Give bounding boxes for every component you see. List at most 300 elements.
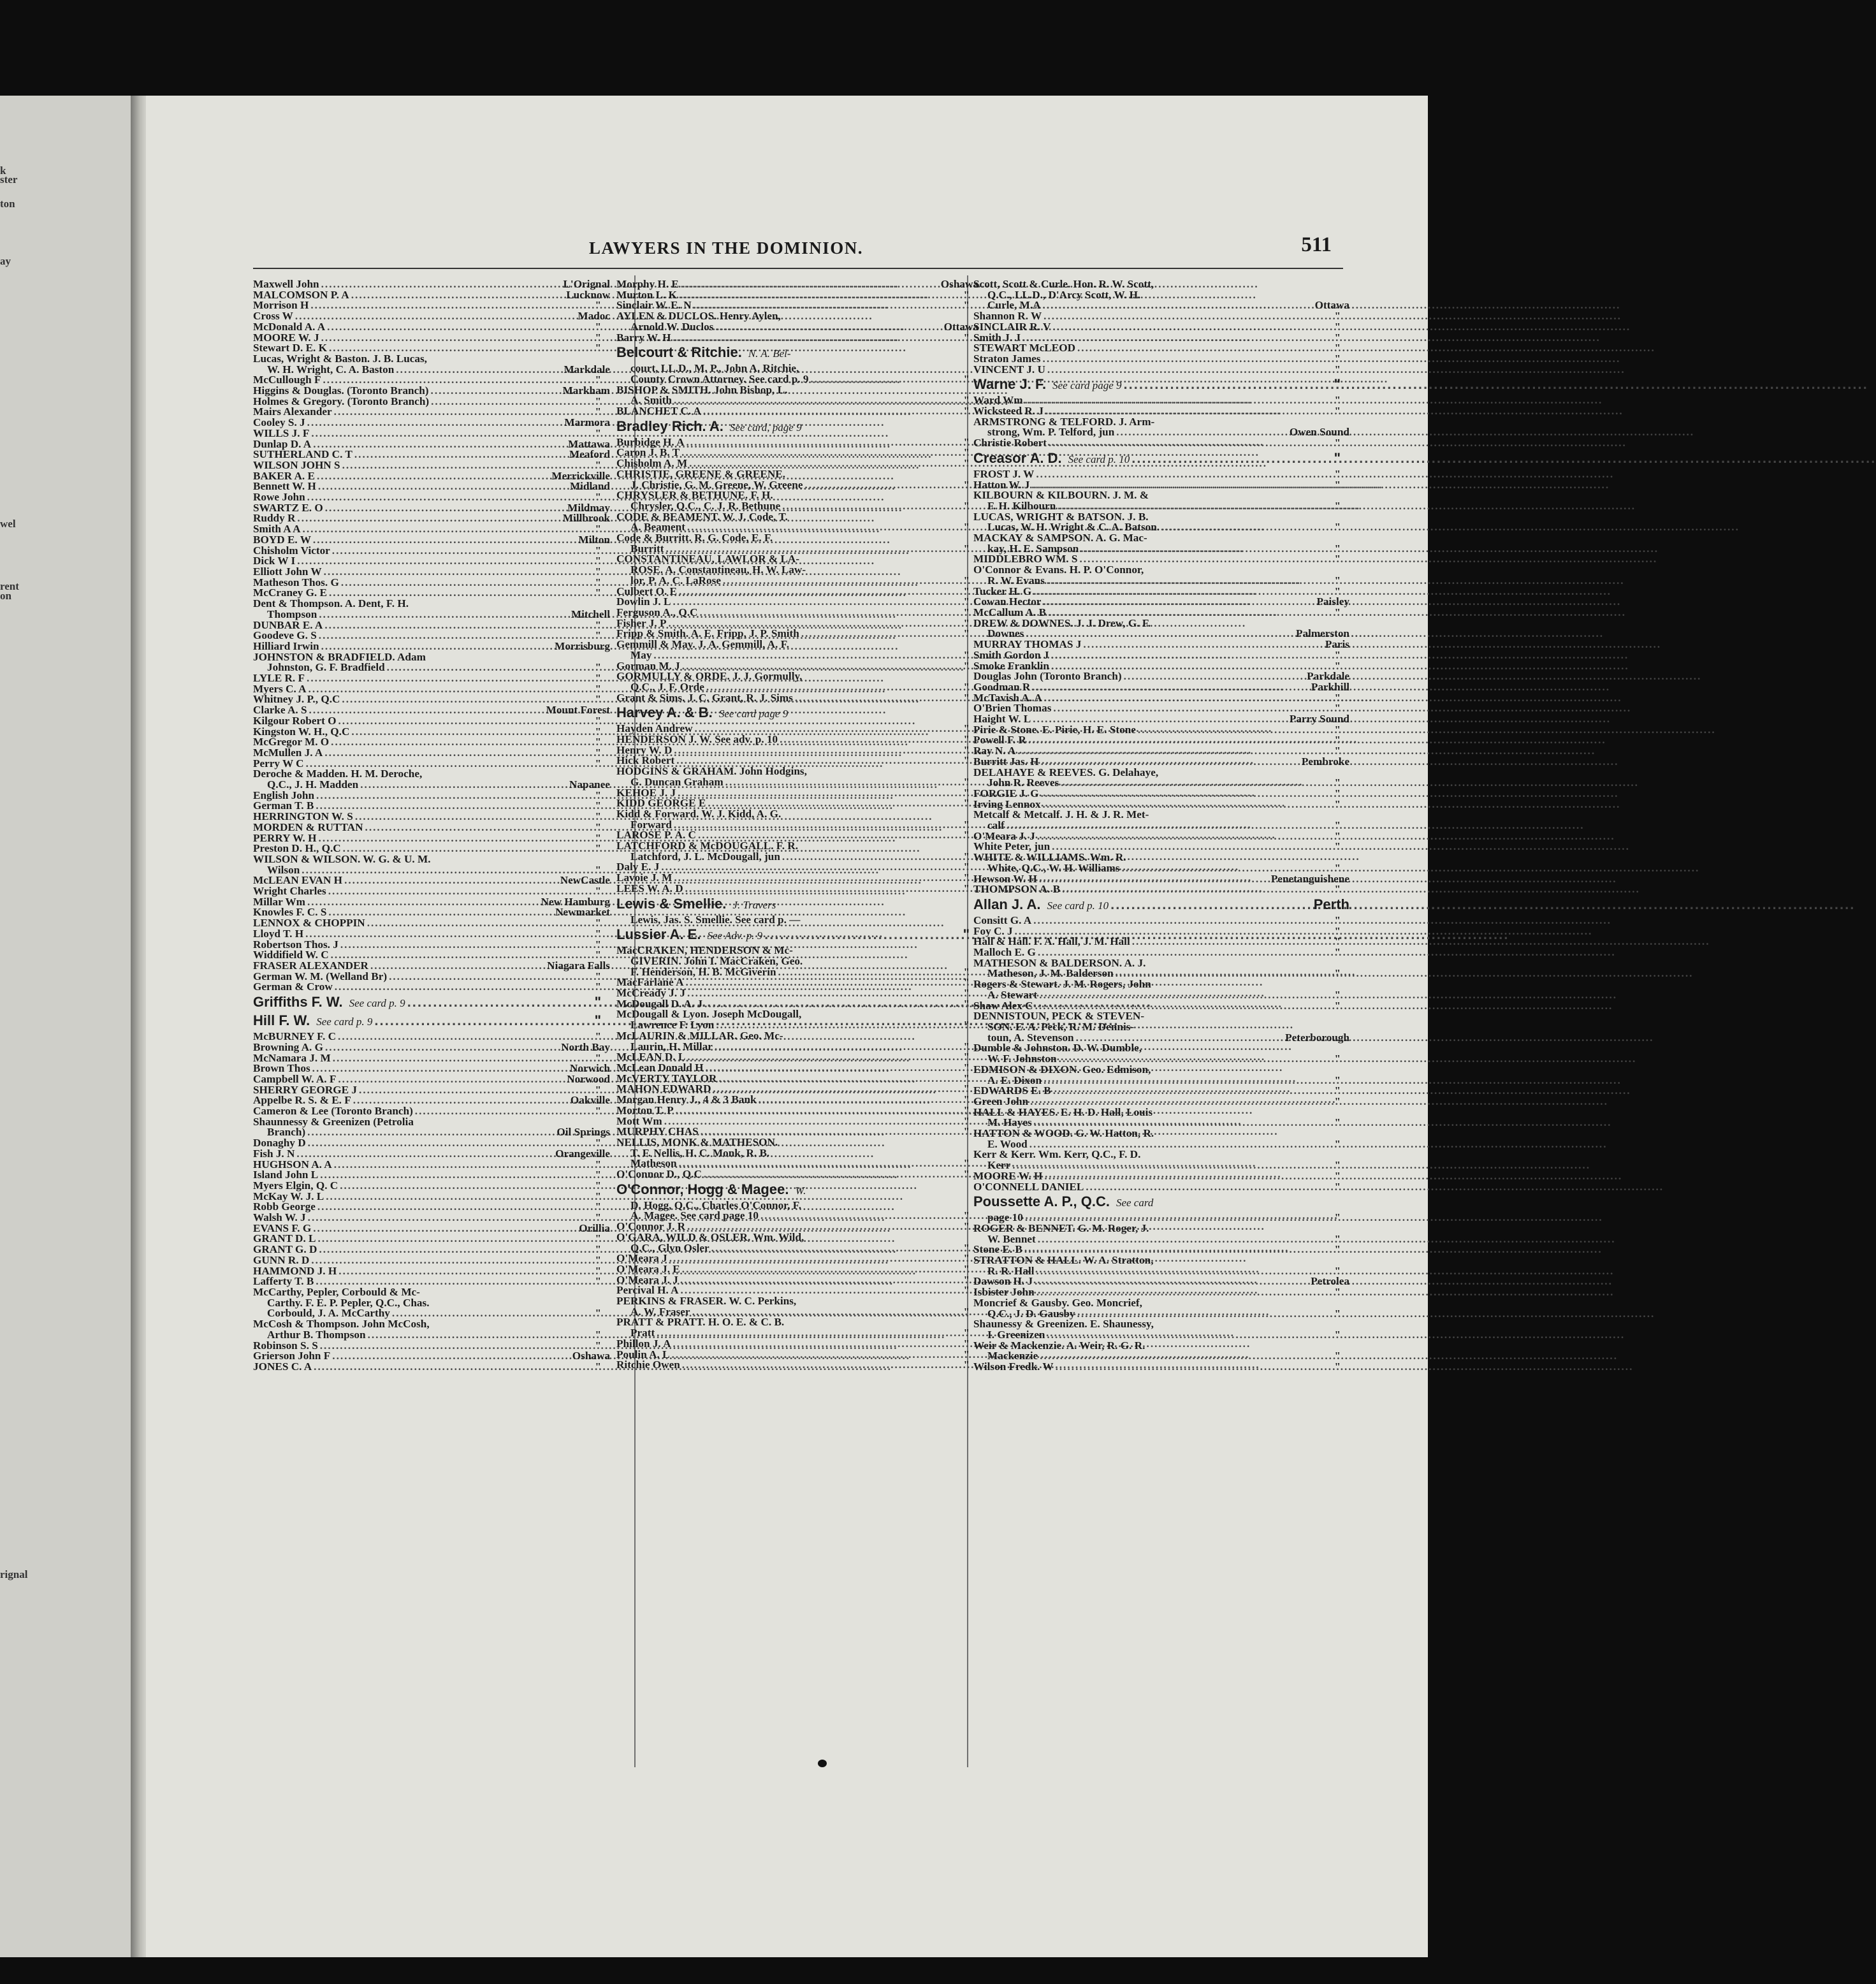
entry-name: Straton James (973, 352, 1041, 365)
entry-place: " (595, 799, 601, 812)
entry-name: F. Henderson, H. B. McGiverin (630, 965, 776, 978)
entry-name: J. Christie, G. M. Greene, W. Greene (630, 478, 803, 491)
directory-entry (253, 1330, 610, 1341)
entry-name: Shaw Alex C (973, 999, 1033, 1012)
entry-place: " (595, 1253, 601, 1266)
entry-name: T. F. Nellis, H. C. Monk, R. B. (630, 1146, 770, 1159)
entry-name: A. Magee. See card page 10 (630, 1209, 759, 1222)
entry-note: See Adv. p. 9 (707, 930, 763, 942)
entry-place: " (595, 810, 601, 823)
entry-place: " (595, 587, 601, 599)
entry-name: Kerr & Kerr. Wm. Kerr, Q.C., F. D. (973, 1148, 1141, 1161)
entry-name: CODE & BEAMENT. W. J. Code, T. (616, 510, 788, 523)
entry-name: Shaunessy & Greenizen. E. Shaunessy, (973, 1318, 1154, 1331)
entry-name: MacFarlane A (616, 976, 684, 989)
entry-place: " (595, 885, 601, 898)
entry-name: Q.C., Glyn Osler (630, 1241, 709, 1254)
entry-name: McCosh & Thompson. John McCosh, (253, 1318, 430, 1331)
entry-place: " (963, 786, 970, 799)
entry-name: McLEAN EVAN H (253, 874, 343, 887)
entry-place: Parkdale (1307, 670, 1349, 683)
entry-place: " (1334, 1232, 1341, 1245)
entry-name: Chisholm A. M (616, 457, 688, 470)
entry-place: " (963, 754, 970, 767)
entry-place: " (595, 1179, 601, 1192)
leader-dots (1047, 365, 1333, 376)
entry-name: Metcalf & Metcalf. J. H. & J. R. Met- (973, 808, 1149, 821)
entry-name: CHRYSLER & BETHUNE. F. H. (616, 489, 773, 502)
entry-name: Whitney J. P., Q.C (253, 693, 340, 706)
entry-place: " (963, 457, 970, 470)
entry-place: Madoc (578, 310, 610, 323)
entry-place: " (1334, 798, 1341, 810)
entry-place: " (963, 818, 970, 831)
entry-name: Clarke A. S (253, 704, 307, 717)
entry-note: See card page 9 (1052, 379, 1122, 392)
entry-place: " (963, 1093, 970, 1106)
directory-entry (253, 322, 610, 333)
entry-name: R. R. Hall (987, 1264, 1035, 1277)
entry-name: Ray N. A (973, 745, 1016, 757)
entry-place: " (963, 1061, 970, 1074)
leader-dots (415, 1106, 593, 1117)
entry-name: Gorman M. J (616, 659, 680, 672)
entry-place: " (1334, 1286, 1341, 1299)
leader-dots (335, 982, 593, 993)
entry-place: Paris (1325, 638, 1349, 651)
entry-place: " (595, 544, 601, 557)
directory-entry (973, 650, 1349, 661)
entry-name: STEWART McLEOD (973, 342, 1075, 354)
entry-place: " (595, 1243, 601, 1256)
entry-place: " (1334, 723, 1341, 736)
entry-name: Ward Wm (973, 394, 1023, 407)
entry-name: WILSON & WILSON. W. G. & U. M. (253, 852, 431, 865)
directory-entry (616, 1360, 978, 1371)
facing-page-fragment: rent (0, 580, 19, 592)
entry-place: " (963, 1125, 970, 1138)
entry-name: Latchford, J. L. McDougall, jun (630, 850, 780, 863)
entry-name: Irving Lennox (973, 798, 1041, 810)
entry-place: " (963, 1305, 970, 1318)
entry-place: L'Orignal (563, 278, 610, 290)
entry-note: See card p. 10 (1068, 453, 1130, 465)
entry-place: " (595, 746, 601, 759)
entry-name: Kidd & Forward. W. J. Kidd, A. G. (616, 807, 782, 820)
entry-place: " (963, 331, 970, 344)
entry-place: " (1334, 924, 1341, 937)
entry-name: McTavish A. A (973, 691, 1042, 704)
entry-place: " (594, 994, 601, 1010)
entry-place: " (1334, 829, 1341, 842)
entry-name: German & Crow (253, 981, 333, 993)
entry-place: " (595, 555, 601, 567)
entry-note: See card, page 9 (729, 421, 802, 434)
entry-name: BOYD E. W (253, 533, 311, 546)
entry-name: E. Wood (987, 1137, 1028, 1150)
entry-place: Parkhill (1311, 680, 1349, 693)
entry-name: F. H. Kilbourn (987, 499, 1056, 512)
entry-name: Walsh W. J (253, 1211, 306, 1224)
entry-place: Mount Forest (546, 704, 610, 717)
entry-name: McCallum A. B (973, 606, 1047, 618)
entry-name: JOHNSTON & BRADFIELD. Adam (253, 650, 426, 663)
entry-place: " (595, 842, 601, 855)
entry-name: Dowlin J. L (616, 595, 671, 608)
entry-place: " (1334, 310, 1341, 323)
entry-name: MacCRAKEN, HENDERSON & Mc- (616, 944, 793, 957)
entry-place: Pembroke (1301, 755, 1349, 768)
entry-name: A. Smith (630, 394, 672, 407)
entry-place: " (963, 478, 970, 491)
entry-name: Smith Gordon J (973, 648, 1049, 661)
entry-name: John R. Reeves (987, 777, 1059, 789)
entry-place: " (963, 987, 970, 1000)
entry-place: " (963, 1337, 970, 1350)
entry-name: Q.C., LL.D., D'Arcy Scott, W. H. (987, 288, 1141, 301)
entry-place: " (1334, 777, 1341, 789)
entry-name: Campbell W. A. F (253, 1072, 337, 1085)
entry-name: DENNISTOUN, PECK & STEVEN- (973, 1010, 1145, 1023)
entry-place: Niagara Falls (547, 959, 610, 972)
entry-place: " (963, 1051, 970, 1063)
entry-name: Fripp & Smith. A. E. Fripp, J. P. Smith (616, 627, 799, 640)
entry-place: " (595, 320, 601, 333)
entry-name: MIDDLEBRO WM. S (973, 553, 1078, 565)
page-header (146, 233, 1332, 264)
leader-dots (653, 650, 961, 661)
entry-name: Griffiths F. W. (253, 994, 343, 1010)
directory-entry (616, 322, 978, 333)
entry-place: " (1334, 478, 1341, 491)
entry-place: " (595, 405, 601, 418)
entry-name: Grierson John F (253, 1350, 331, 1362)
entry-name: Hatton W. J (973, 478, 1030, 491)
entry-name: Creasor A. D. (973, 449, 1062, 466)
entry-place: " (1334, 1084, 1341, 1097)
entry-name: Deroche & Madden. H. M. Deroche, (253, 768, 423, 780)
entry-name: O'Meara J. J (616, 1273, 678, 1286)
entry-note: N. A. Bel- (748, 347, 791, 360)
entry-name: G. Duncan Graham (630, 775, 723, 788)
entry-place: " (963, 1327, 970, 1339)
entry-place: " (963, 1273, 970, 1286)
facing-page-fragment: k (0, 164, 6, 177)
entry-place: Norwich (569, 1062, 610, 1075)
entry-place: " (963, 574, 970, 587)
entry-name: MOORE W. J (253, 331, 319, 344)
directory-entry (616, 705, 978, 722)
leader-dots (368, 1330, 593, 1341)
entry-name: O'Connor & Evans. H. P. O'Connor, (973, 564, 1144, 576)
entry-place: " (595, 714, 601, 727)
entry-name: DUNBAR E. A (253, 618, 323, 631)
entry-place: " (595, 661, 601, 674)
entry-name: Lussier A. E. (616, 926, 701, 943)
entry-name: Q.C., J. H. Madden (267, 778, 359, 791)
entry-place: " (963, 1040, 970, 1053)
leader-dots (810, 374, 961, 385)
entry-place: " (1334, 1211, 1341, 1224)
entry-name: Q.C., J. F. Orde (630, 680, 704, 693)
entry-place: Penetanguishene (1270, 872, 1349, 885)
entry-name: AYLEN & DUCLOS. Henry Aylen, (616, 310, 781, 323)
entry-place: " (963, 405, 970, 418)
entry-place: " (1334, 935, 1341, 948)
entry-name: Dick W I (253, 555, 296, 567)
directory-entry (616, 927, 978, 944)
entry-name: Matheson (630, 1157, 677, 1170)
entry-place: North Bay (561, 1040, 610, 1053)
entry-place: " (963, 733, 970, 746)
entry-place: " (594, 1012, 601, 1029)
leader-dots (1051, 650, 1332, 661)
entry-name: GRANT D. L (253, 1232, 316, 1245)
entry-name: Ferguson A., Q.C (616, 606, 698, 618)
directory-entry (253, 609, 610, 620)
entry-name: Murton L. K (616, 288, 678, 301)
entry-name: Morphy H. E (616, 278, 679, 290)
entry-name: Fish J. N (253, 1147, 295, 1160)
entry-name: GRANT G. D (253, 1243, 317, 1256)
directory-entry (973, 438, 1349, 449)
entry-name: Lucas, W. H. Wright & C. A. Batson. (987, 521, 1160, 534)
entry-place: " (963, 1168, 970, 1181)
entry-place: " (595, 736, 601, 748)
entry-name: Grant & Sims. J. C. Grant, R. J. Sims (616, 691, 793, 704)
entry-place: " (1334, 1328, 1341, 1341)
entry-place: Oshawa (572, 1350, 610, 1362)
entry-name: HENDERSON J. W. See adv. p. 10 (616, 733, 778, 746)
entry-name: Morrison H (253, 299, 309, 312)
entry-name: Hilliard Irwin (253, 639, 319, 652)
entry-name: Mott Wm (616, 1114, 662, 1127)
entry-name: DREW & DOWNES. J. J. Drew, G. F. (973, 616, 1151, 629)
entry-place: " (963, 1220, 970, 1233)
entry-name: Myers Elgin, Q. C (253, 1179, 338, 1192)
entry-name: Pirie & Stone. E. Pirie, H. E. Stone (973, 723, 1136, 736)
entry-place: " (595, 458, 601, 471)
entry-place: " (1334, 883, 1341, 896)
entry-name: Percival H. A (616, 1284, 679, 1297)
entry-name: Laurin, H. Millar (630, 1040, 713, 1053)
entry-place: " (963, 976, 970, 989)
entry-name: VINCENT J. U (973, 363, 1045, 376)
leader-dots (1056, 1362, 1333, 1373)
entry-place: Milton (578, 533, 610, 546)
entry-place: " (595, 618, 601, 631)
entry-name: LEES W. A. D (616, 882, 683, 894)
leader-dots (704, 1169, 962, 1180)
directory-entry (973, 1194, 1349, 1211)
entry-place: " (595, 1051, 601, 1064)
entry-place: " (1334, 521, 1341, 534)
entry-name: McLean Donald H (616, 1061, 704, 1074)
entry-place: " (963, 1359, 970, 1371)
entry-place: " (1334, 1116, 1341, 1129)
entry-place: " (595, 682, 601, 695)
entry-place: " (1334, 659, 1341, 672)
entry-place: " (1334, 467, 1341, 480)
entry-place: " (1334, 988, 1341, 1001)
directory-entry (973, 884, 1349, 895)
entry-name: Shaunnessy & Greenizen (Petrolia (253, 1115, 414, 1128)
entry-name: Arnold W. Duclos (630, 320, 714, 333)
directory-page (146, 96, 1428, 1957)
entry-name: County Crown Attorney. See card p. 9 (630, 372, 809, 385)
entry-name: Douglas John (Toronto Branch) (973, 670, 1122, 683)
entry-name: German W. M. (Welland Br) (253, 970, 388, 982)
entry-name: W. F. Johnston (987, 1053, 1057, 1065)
entry-place: " (1334, 363, 1341, 376)
entry-name: GORMULLY & ORDE. J. J. Gormully, (616, 670, 803, 683)
directory-entry (973, 1362, 1349, 1373)
entry-place: " (1334, 1074, 1341, 1086)
directory-entry (616, 915, 978, 926)
entry-place: " (595, 831, 601, 844)
entry-place: " (1334, 394, 1341, 407)
entry-place: " (1334, 1264, 1341, 1277)
entry-name: A. Beament (630, 521, 685, 534)
entry-name: Appelbe R. S. & E. F (253, 1094, 351, 1107)
leader-dots (1062, 884, 1332, 895)
entry-place: Ottawa (1314, 299, 1349, 312)
entry-name: Browning A. G (253, 1040, 323, 1053)
entry-place: " (963, 743, 970, 756)
entry-name: Scott, Scott & Curle. Hon. R. W. Scott, (973, 278, 1154, 290)
entry-name: HATTON & WOOD. G. W. Hatton, R. (973, 1127, 1154, 1140)
entry-name: A. W. Fraser (630, 1305, 690, 1318)
entry-name: Burbidge H. A (616, 435, 685, 448)
entry-name: FRASER ALEXANDER (253, 959, 368, 972)
entry-name: McLAURIN & MILLAR. Geo. Mc- (616, 1029, 783, 1042)
entry-name: Hick Robert (616, 754, 675, 767)
column-3 (973, 279, 1349, 1765)
entry-place: " (1334, 702, 1341, 715)
entry-name: Johnston, G. F. Bradfield (267, 661, 385, 674)
entry-name: Cowan Hector (973, 595, 1042, 608)
entry-name: Code & Burritt. R. G. Code, E. F. (616, 532, 773, 544)
leader-dots (1049, 438, 1332, 449)
entry-name: BLANCHET C. A (616, 405, 701, 418)
entry-name: Branch) (267, 1126, 306, 1139)
entry-name: Belcourt & Ritchie. (616, 344, 742, 361)
entry-name: CHRISTIE, GREENE & GREENE. (616, 467, 786, 480)
entry-name: Henry W. D (616, 743, 673, 756)
entry-place: " (595, 821, 601, 833)
entry-name: Thompson (267, 608, 317, 620)
entry-place: " (1334, 691, 1341, 704)
entry-note: See card p. 10 (1047, 899, 1109, 912)
entry-name: LAROSE P. A. C (616, 829, 696, 842)
entry-name: KEHOE J. J (616, 786, 676, 799)
leader-dots (1052, 322, 1332, 333)
entry-place: " (963, 1083, 970, 1095)
entry-place: " (1334, 840, 1341, 853)
entry-name: W. Bennet (987, 1232, 1036, 1245)
leader-dots (407, 995, 593, 1010)
entry-name: McVERTY TAYLOR (616, 1072, 717, 1084)
directory-entry (616, 1182, 978, 1199)
entry-place: " (963, 1019, 970, 1032)
entry-name: HERRINGTON W. S (253, 810, 353, 823)
entry-place: " (963, 606, 970, 618)
entry-name: Downes (987, 627, 1024, 640)
entry-name: LATCHFORD & McDOUGALL. F. R. (616, 840, 799, 852)
leader-dots (327, 322, 593, 333)
entry-place: " (1334, 999, 1341, 1012)
entry-place: " (1334, 1180, 1341, 1193)
entry-place: Merrickville (551, 469, 610, 482)
entry-name: W. H. Wright, C. A. Baston (267, 363, 395, 376)
entry-place: " (963, 1072, 970, 1084)
entry-place: " (963, 435, 970, 448)
entry-place: " (595, 1169, 601, 1181)
entry-place: " (1334, 967, 1341, 980)
entry-name: Caron J. B. T (616, 446, 680, 459)
entry-name: Elliott John W (253, 565, 322, 578)
entry-place: " (595, 1030, 601, 1043)
entry-name: Preston D. H., Q.C (253, 842, 341, 855)
entry-name: English John (253, 789, 315, 801)
entry-name: Wicksteed R. J (973, 405, 1043, 418)
entry-name: McCarthy, Pepler, Corbould & Mc- (253, 1285, 420, 1298)
entry-place: Parry Sound (1289, 713, 1349, 726)
entry-place: " (1334, 734, 1341, 747)
entry-name: O'Connor D., Q.C (616, 1168, 702, 1181)
entry-place: " (1334, 1307, 1341, 1320)
entry-place: " (1334, 574, 1341, 587)
entry-name: MACKAY & SAMPSON. A. G. Mac- (973, 532, 1147, 544)
entry-name: Perry W C (253, 757, 304, 770)
entry-note: See card (1116, 1197, 1154, 1209)
entry-place: " (1334, 1159, 1341, 1172)
entry-place: " (1334, 1137, 1341, 1150)
entry-name: Christie Robert (973, 437, 1047, 449)
entry-name: Lawrence F. Lyon (630, 1019, 715, 1032)
entry-name: PERKINS & FRASER. W. C. Perkins, (616, 1295, 797, 1308)
entry-place: " (1334, 1350, 1341, 1362)
entry-name: Poulin A. L (616, 1348, 670, 1360)
directory-entry (253, 995, 610, 1011)
entry-place: " (963, 797, 970, 810)
entry-name: KILBOURN & KILBOURN. J. M. & (973, 489, 1149, 502)
entry-name: White Peter, jun (973, 840, 1051, 853)
leader-dots (319, 609, 569, 620)
entry-name: MOORE W. H (973, 1169, 1043, 1182)
entry-name: LYLE R. F (253, 672, 305, 685)
entry-place: " (1334, 1360, 1341, 1373)
header-rule (253, 268, 1343, 269)
leader-dots (673, 333, 961, 344)
entry-name: Hayden Andrew (616, 722, 693, 735)
directory-entry (973, 1182, 1349, 1193)
entry-name: MURRAY THOMAS J (973, 638, 1082, 651)
entry-place: " (595, 395, 601, 407)
directory-entry (973, 451, 1349, 467)
entry-name: SON. E. A. Peck, R. M. Dennis- (987, 1021, 1135, 1033)
entry-name: Foy C. J (973, 924, 1013, 937)
entry-place: " (963, 829, 970, 842)
entry-name: Lucas, Wright & Baston. J. B. Lucas, (253, 352, 427, 365)
entry-name: O'Brien Thomas (973, 702, 1052, 715)
entry-name: WHITE & WILLIAMS. Wm. R. (973, 851, 1126, 864)
entry-place: " (595, 1137, 601, 1149)
entry-name: M. Hayes (987, 1116, 1032, 1129)
entry-place: " (595, 1211, 601, 1224)
directory-entry (616, 1169, 978, 1180)
entry-name: Goodman R (973, 680, 1031, 693)
